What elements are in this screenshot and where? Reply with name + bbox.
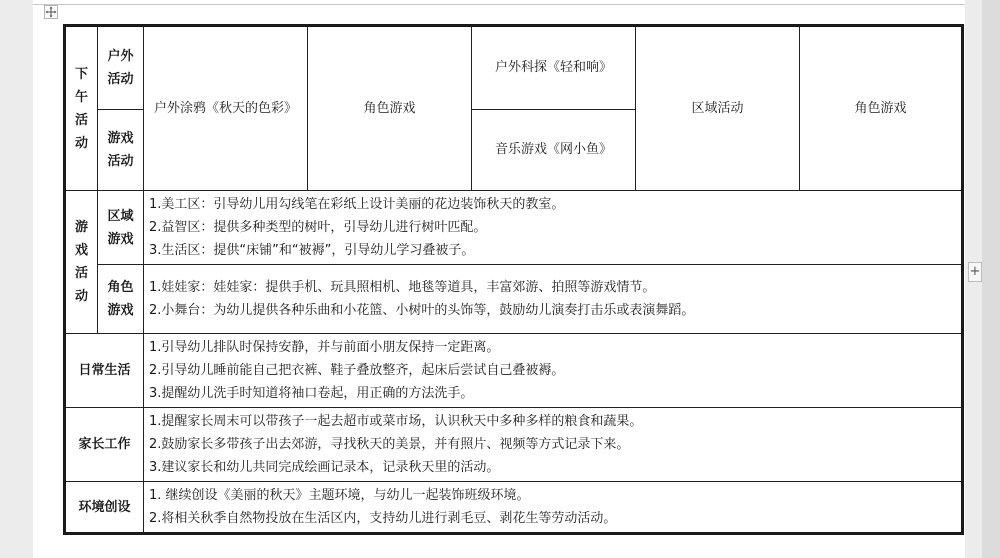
cell-music-game: 音乐游戏《网小鱼》 bbox=[472, 110, 636, 191]
section-environment: 环境创设 bbox=[65, 482, 144, 534]
sub-role-game bbox=[98, 265, 144, 334]
list-item: 1.提醒家长周末可以带孩子一起去超市或菜市场，认识秋天中多种多样的粮食和蔬果。 bbox=[149, 414, 643, 429]
cell-area-activity: 区域活动 bbox=[636, 26, 800, 191]
section-game bbox=[65, 191, 98, 334]
sub-role-game-label: 角色游戏 bbox=[107, 280, 134, 318]
cell-role-play-1: 角色游戏 bbox=[308, 26, 472, 191]
area-game-content bbox=[144, 191, 963, 265]
list-item: 2.鼓励家长多带孩子出去郊游，寻找秋天的美景，并有照片、视频等方式记录下来。 bbox=[149, 437, 630, 452]
sub-area-game bbox=[98, 191, 144, 265]
daily-life-content bbox=[144, 334, 963, 408]
parent-work-content bbox=[144, 408, 963, 482]
environment-content bbox=[144, 482, 963, 534]
window-right-edge bbox=[982, 0, 1000, 558]
table-move-handle-icon[interactable] bbox=[44, 5, 58, 19]
section-afternoon bbox=[65, 26, 98, 191]
weekly-plan-table bbox=[63, 24, 964, 535]
sub-outdoor-label: 户外活动 bbox=[107, 49, 134, 87]
role-game-content bbox=[144, 265, 963, 334]
section-game-label: 游戏活动 bbox=[74, 220, 88, 304]
list-item: 2.小舞台：为幼儿提供各种乐曲和小花篮、小树叶的头饰等，鼓励幼儿演奏打击乐或表演舞蹈。 bbox=[149, 303, 695, 318]
list-item: 3.建议家长和幼儿共同完成绘画记录本，记录秋天里的活动。 bbox=[149, 460, 500, 475]
list-item: 1. 继续创设《美丽的秋天》主题环境，与幼儿一起装饰班级环境。 bbox=[149, 488, 530, 503]
add-row-icon[interactable]: + bbox=[968, 262, 982, 282]
list-item: 2.将相关秋季自然物投放在生活区内，支持幼儿进行剥毛豆、剥花生等劳动活动。 bbox=[149, 511, 617, 526]
cell-outdoor-science: 户外科探《轻和响》 bbox=[472, 26, 636, 110]
sub-game-label: 游戏活动 bbox=[107, 131, 134, 169]
section-daily-life: 日常生活 bbox=[65, 334, 144, 408]
list-item: 3.提醒幼儿洗手时知道将袖口卷起，用正确的方法洗手。 bbox=[149, 386, 474, 401]
cell-role-play-2: 角色游戏 bbox=[800, 26, 963, 191]
list-item: 1.引导幼儿排队时保持安静，并与前面小朋友保持一定距离。 bbox=[149, 340, 500, 355]
section-parent-work: 家长工作 bbox=[65, 408, 144, 482]
list-item: 1.美工区：引导幼儿用勾线笔在彩纸上设计美丽的花边装饰秋天的教室。 bbox=[149, 197, 565, 212]
sub-game bbox=[98, 110, 144, 191]
list-item: 2.益智区：提供多种类型的树叶，引导幼儿进行树叶匹配。 bbox=[149, 220, 487, 235]
sub-area-game-label: 区域游戏 bbox=[107, 208, 134, 247]
list-item: 1.娃娃家：娃娃家：提供手机、玩具照相机、地毯等道具，丰富郊游、拍照等游戏情节。 bbox=[149, 280, 656, 295]
list-item: 2.引导幼儿睡前能自己把衣裤、鞋子叠放整齐，起床后尝试自己叠被褥。 bbox=[149, 363, 565, 378]
page-top-border bbox=[33, 4, 965, 5]
sub-outdoor bbox=[98, 26, 144, 110]
cell-outdoor-painting: 户外涂鸦《秋天的色彩》 bbox=[144, 26, 308, 191]
list-item: 3.生活区：提供“床铺”和“被褥”，引导幼儿学习叠被子。 bbox=[149, 243, 475, 258]
section-afternoon-label: 下午活动 bbox=[74, 66, 88, 151]
